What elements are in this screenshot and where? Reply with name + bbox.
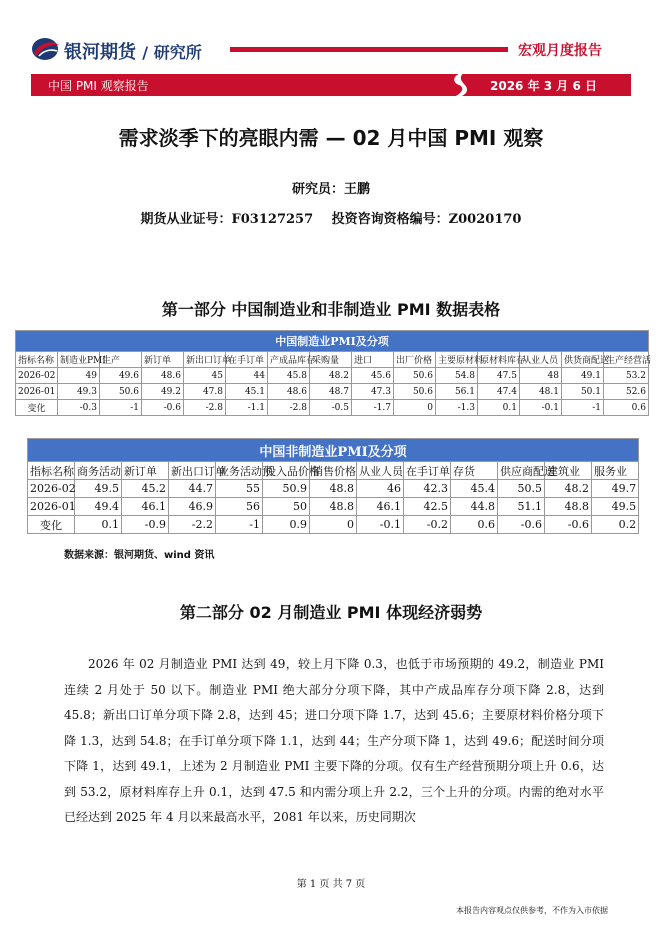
table-cell: 45.6 [352,368,394,384]
table-cell: -2.8 [184,400,226,416]
table-cell: 48.8 [310,480,357,498]
table-cell: 49.2 [142,384,184,400]
table-cell: 44.8 [451,498,498,516]
table-cell: -0.6 [498,516,545,534]
table-cell: 50.5 [498,480,545,498]
table-caption: 中国制造业PMI及分项 [16,331,649,352]
column-header: 在手订单 [404,462,451,480]
column-header: 指标名称 [28,462,75,480]
table-cell: 0 [310,516,357,534]
table-cell: 54.8 [436,368,478,384]
table-cell: -2.2 [169,516,216,534]
non-manufacturing-pmi-table [27,438,639,534]
column-header: 主要原材料 [436,352,478,368]
table-row [16,384,649,400]
table-cell: -0.2 [404,516,451,534]
table-row [28,498,639,516]
paragraph: 2026 年 02 月制造业 PMI 达到 49，较上月下降 0.3，也低于市场预期的 49.2，制造业 PMI 连续 2 月处于 50 以下。制造业 PMI 绝大部分分项下降，其中产成品库存分项下降 2.8，达到 45.8；新出口订单分项下降 2.8，达到 45；进口分项下降 1.7，达到 45.6；主要原材料价格分项下降 1.3，达到 54.8；在手订单分项下降 1.1，达到 44；生产分项下降 1，达到 49.6；配送时间分项下降 1，达到 49.1，上述为 2 月制造业 PMI 主要下降的分项。仅有生产经营预期分项上升 0.6，达到 53.2，原材料库存上升 0.1，达到 47.5 和内需分项上升 2.2，三个上升的分项。内需的绝对水平已经达到 2025 年 4 月以来最高水平，2081 年以来，历史同期次 [64,657,604,824]
table-cell: 0.1 [75,516,122,534]
column-header: 业务活动预 [216,462,263,480]
table-cell: 44.7 [169,480,216,498]
column-header: 销售价格 [310,462,357,480]
column-header: 生产经营活 [604,352,649,368]
table-cell: 49.7 [592,480,639,498]
data-source: 数据来源：银河期货、wind 资讯 [64,550,215,561]
table-cell: 46.1 [122,498,169,516]
table-cell: 46.9 [169,498,216,516]
table-cell: 50.9 [263,480,310,498]
table-cell: 51.1 [498,498,545,516]
table-cell: 45.2 [122,480,169,498]
table-cell: -1 [100,400,142,416]
row-label: 2026-01 [16,384,58,400]
column-header: 新订单 [142,352,184,368]
table-cell: 0.1 [478,400,520,416]
table-cell: 45.8 [268,368,310,384]
column-header: 建筑业 [545,462,592,480]
manufacturing-pmi-table [15,330,652,416]
column-header: 产成品库存 [268,352,310,368]
table-cell: 46.1 [357,498,404,516]
column-header: 指标名称 [16,352,58,368]
column-header: 原材料库存 [478,352,520,368]
table-cell: -0.1 [520,400,562,416]
header-rule [230,47,508,52]
table-cell: 48 [520,368,562,384]
table-cell: 48.8 [545,498,592,516]
column-header: 从业人员 [520,352,562,368]
column-header: 生产 [100,352,142,368]
column-header: 商务活动 [75,462,122,480]
column-header: 制造业PMI [58,352,100,368]
certificate-numbers: 期货从业证号：F03127257 投资咨询资格编号：Z0020170 [140,212,522,227]
column-header: 新出口订单 [184,352,226,368]
band-title: 中国 PMI 观察报告 [48,79,149,93]
column-header: 采购量 [310,352,352,368]
table-cell: 0.6 [451,516,498,534]
table-cell: 49 [58,368,100,384]
galaxy-logo-icon [30,36,60,62]
table-row [28,516,639,534]
table-cell: 48.1 [520,384,562,400]
table-cell: 42.3 [404,480,451,498]
table-cell: 45.4 [451,480,498,498]
table-row [16,368,649,384]
table-cell: 48.6 [268,384,310,400]
row-label: 2026-01 [28,498,75,516]
column-header: 服务业 [592,462,639,480]
table-cell: -1.1 [226,400,268,416]
table-cell: 47.8 [184,384,226,400]
table-cell: 49.3 [58,384,100,400]
brand-name: 银河期货 / 研究所 [64,42,202,63]
table-cell: 44 [226,368,268,384]
table-row [16,400,649,416]
table-cell: -1 [216,516,263,534]
table-cell: 48.2 [310,368,352,384]
column-header: 供货商配送 [562,352,604,368]
column-header: 存货 [451,462,498,480]
institute-name: / 研究所 [142,43,202,62]
column-header: 出厂价格 [394,352,436,368]
table-cell: 46 [357,480,404,498]
column-header: 从业人员 [357,462,404,480]
column-header: 新订单 [122,462,169,480]
table-cell: 56 [216,498,263,516]
table-cell: -1.3 [436,400,478,416]
table-cell: 49.5 [75,480,122,498]
table-cell: -1.7 [352,400,394,416]
table-cell: -0.9 [122,516,169,534]
swoosh-logo-icon [447,70,473,100]
column-header: 供应商配送 [498,462,545,480]
table-cell: -0.6 [142,400,184,416]
table-cell: 0.2 [592,516,639,534]
table-cell: -2.8 [268,400,310,416]
table-cell: 50.1 [562,384,604,400]
table-cell: 48.6 [142,368,184,384]
column-header: 进口 [352,352,394,368]
table-cell: 56.1 [436,384,478,400]
table-cell: 0 [394,400,436,416]
table-cell: 48.2 [545,480,592,498]
report-type: 宏观月度报告 [518,43,602,59]
table-cell: 52.6 [604,384,649,400]
table-cell: 45.1 [226,384,268,400]
table-cell: -1 [562,400,604,416]
table-cell: 0.6 [604,400,649,416]
table-cell: 53.2 [604,368,649,384]
section-1-heading: 第一部分 中国制造业和非制造业 PMI 数据表格 [161,300,501,319]
table-cell: -0.6 [545,516,592,534]
table-cell: 48.7 [310,384,352,400]
table-cell: -0.5 [310,400,352,416]
table-cell: 48.8 [310,498,357,516]
table-row [28,480,639,498]
table-cell: 0.9 [263,516,310,534]
table-cell: 50 [263,498,310,516]
table-cell: 45 [184,368,226,384]
page-number: 第 1 页 共 7 页 [296,879,366,890]
table-cell: 42.5 [404,498,451,516]
table-cell: 47.5 [478,368,520,384]
table-cell: 49.6 [100,368,142,384]
author: 研究员：王鹏 [291,182,370,197]
table-cell: -0.1 [357,516,404,534]
column-header: 新出口订单 [169,462,216,480]
table-cell: 49.1 [562,368,604,384]
table-cell: 50.6 [394,384,436,400]
report-title: 需求淡季下的亮眼内需 — 02 月中国 PMI 观察 [118,126,544,150]
report-date: 2026 年 3 月 6 日 [490,79,597,93]
section-2-heading: 第二部分 02 月制造业 PMI 体现经济弱势 [179,603,483,622]
table-cell: 49.4 [75,498,122,516]
column-header: 在手订单 [226,352,268,368]
row-label: 2026-02 [16,368,58,384]
table-cell: 47.4 [478,384,520,400]
table-cell: -0.3 [58,400,100,416]
column-header: 投入品价格 [263,462,310,480]
table-cell: 55 [216,480,263,498]
body-text [64,652,604,831]
row-label: 2026-02 [28,480,75,498]
table-cell: 49.5 [592,498,639,516]
table-cell: 50.6 [394,368,436,384]
row-label: 变化 [28,516,75,534]
table-cell: 50.6 [100,384,142,400]
disclaimer: 本报告内容观点仅供参考，不作为入市依据 [456,906,608,915]
table-caption: 中国非制造业PMI及分项 [28,439,639,462]
table-cell: 47.3 [352,384,394,400]
row-label: 变化 [16,400,58,416]
